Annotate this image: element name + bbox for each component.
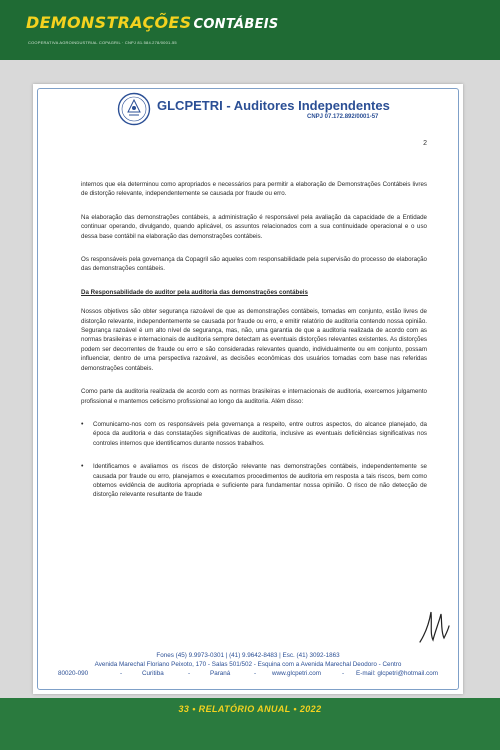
audit-letter-page <box>33 84 463 694</box>
signature-mark <box>417 604 451 648</box>
paragraph-internal-controls: internos que ela determinou como apropriados e necessários para permitir a elaboração de Demonstrações Contábeis livres de distorção relevante, independentemente se causada por fraude ou erro. <box>81 181 427 198</box>
footer-website[interactable]: www.glcpetri.com <box>272 670 321 677</box>
auditor-seal-icon <box>117 92 151 126</box>
footer-phones: Fones (45) 9.9973-0301 | (41) 9.9642-8483 | Esc. (41) 3092-1863 <box>156 652 340 659</box>
report-page-label: 33 • RELATÓRIO ANUAL • 2022 <box>178 704 322 714</box>
footer-city: Curitiba <box>142 670 164 677</box>
header-company-line: COOPERATIVA AGROINDUSTRIAL COPAGRIL · CNPJ 81.584.278/0001-55 <box>28 40 177 45</box>
report-footer-band <box>0 698 500 750</box>
paragraph-professional-judgment: Como parte da auditoria realizada de acordo com as normas brasileiras e internacionais de auditoria, exercemos julgamento profissional e mantemos ceticismo profissional ao longo da auditoria. Além disso: <box>81 388 427 405</box>
letter-body <box>81 180 427 514</box>
footer-state: Paraná <box>210 670 231 677</box>
report-title <box>26 13 279 32</box>
firm-name: GLCPETRI - Auditores Independentes <box>157 98 390 113</box>
section-title-auditor-responsibility: Da Responsabilidade do auditor pela auditoria das demonstrações contábeis <box>81 288 308 296</box>
firm-cnpj: CNPJ 07.172.892/0001-57 <box>307 114 379 120</box>
paragraph-objectives: Nossos objetivos são obter segurança razoável de que as demonstrações contábeis, tomadas em conjunto, estão livres de distorção relevante, independentemente se causada por fraude ou erro, e emitir relatório de auditoria contendo nossa opinião. Segurança razoável é um alto nível de segurança, mas, não, uma garantia de que a auditoria realizada de acordo com as normas brasileiras e internacionais de auditoria sempre detectam as eventuais distorções relevantes existentes. As distorções podem ser decorrentes de fraude ou erro e são consideradas relevantes quando, individualmente ou em conjunto, possam influenciar, dentro de uma perspectiva razoável, as decisões econômicas dos usuários tomadas com base nas referidas demonstrações contábeis. <box>81 308 427 372</box>
list-item <box>81 420 427 448</box>
bullet-icon: • <box>81 420 84 428</box>
bullet-icon: • <box>81 463 84 471</box>
letterhead <box>117 92 417 130</box>
paragraph-governance: Os responsáveis pela governança da Copagril são aqueles com responsabilidade pela supervisão do processo de elaboração das demonstrações contábeis. <box>81 256 427 273</box>
list-item <box>81 462 427 500</box>
report-header <box>0 0 500 60</box>
bullet-text: Comunicamo-nos com os responsáveis pela governança a respeito, entre outros aspectos, do alcance planejado, da época da auditoria e das constatações significativas de auditoria, inclusive as eventuais deficiências significativas nos controles internos que identificamos durante nossos trabalhos. <box>93 420 427 447</box>
footer-contact-row <box>58 669 438 678</box>
letter-footer <box>33 651 463 678</box>
page-number: 2 <box>423 140 427 147</box>
footer-sep: - <box>188 670 191 677</box>
footer-sep: - <box>254 670 257 677</box>
footer-email[interactable]: E-mail: glcpetri@hotmail.com <box>356 670 438 677</box>
report-title-main: DEMONSTRAÇÕES <box>26 13 192 32</box>
footer-sep: - <box>342 670 345 677</box>
report-title-sub: CONTÁBEIS <box>193 17 279 32</box>
footer-address: Avenida Marechal Floriano Peixoto, 170 - Salas 501/502 - Esquina com a Avenida Marechal Deodoro - Centro <box>94 661 402 668</box>
footer-cep: 80020-090 <box>58 670 89 677</box>
footer-sep: - <box>120 670 123 677</box>
bullet-text: Identificamos e avaliamos os riscos de distorção relevante nas demonstrações contábeis, independentemente se causada por fraude ou erro, planejamos e executamos procedimentos de auditoria em resposta a tais riscos, bem como obtemos evidência de auditoria apropriada e suficiente para fundamentar nossa opinião. O risco de não detecção de distorção relevante resultante de fraude <box>93 463 427 499</box>
paragraph-going-concern: Na elaboração das demonstrações contábeis, a administração é responsável pela avaliação da capacidade de a Entidade continuar operando, divulgando, quando aplicável, os assuntos relacionados com a sua continuidade operacional e o uso dessa base contábil na elaboração das demonstrações contábeis. <box>81 213 427 240</box>
